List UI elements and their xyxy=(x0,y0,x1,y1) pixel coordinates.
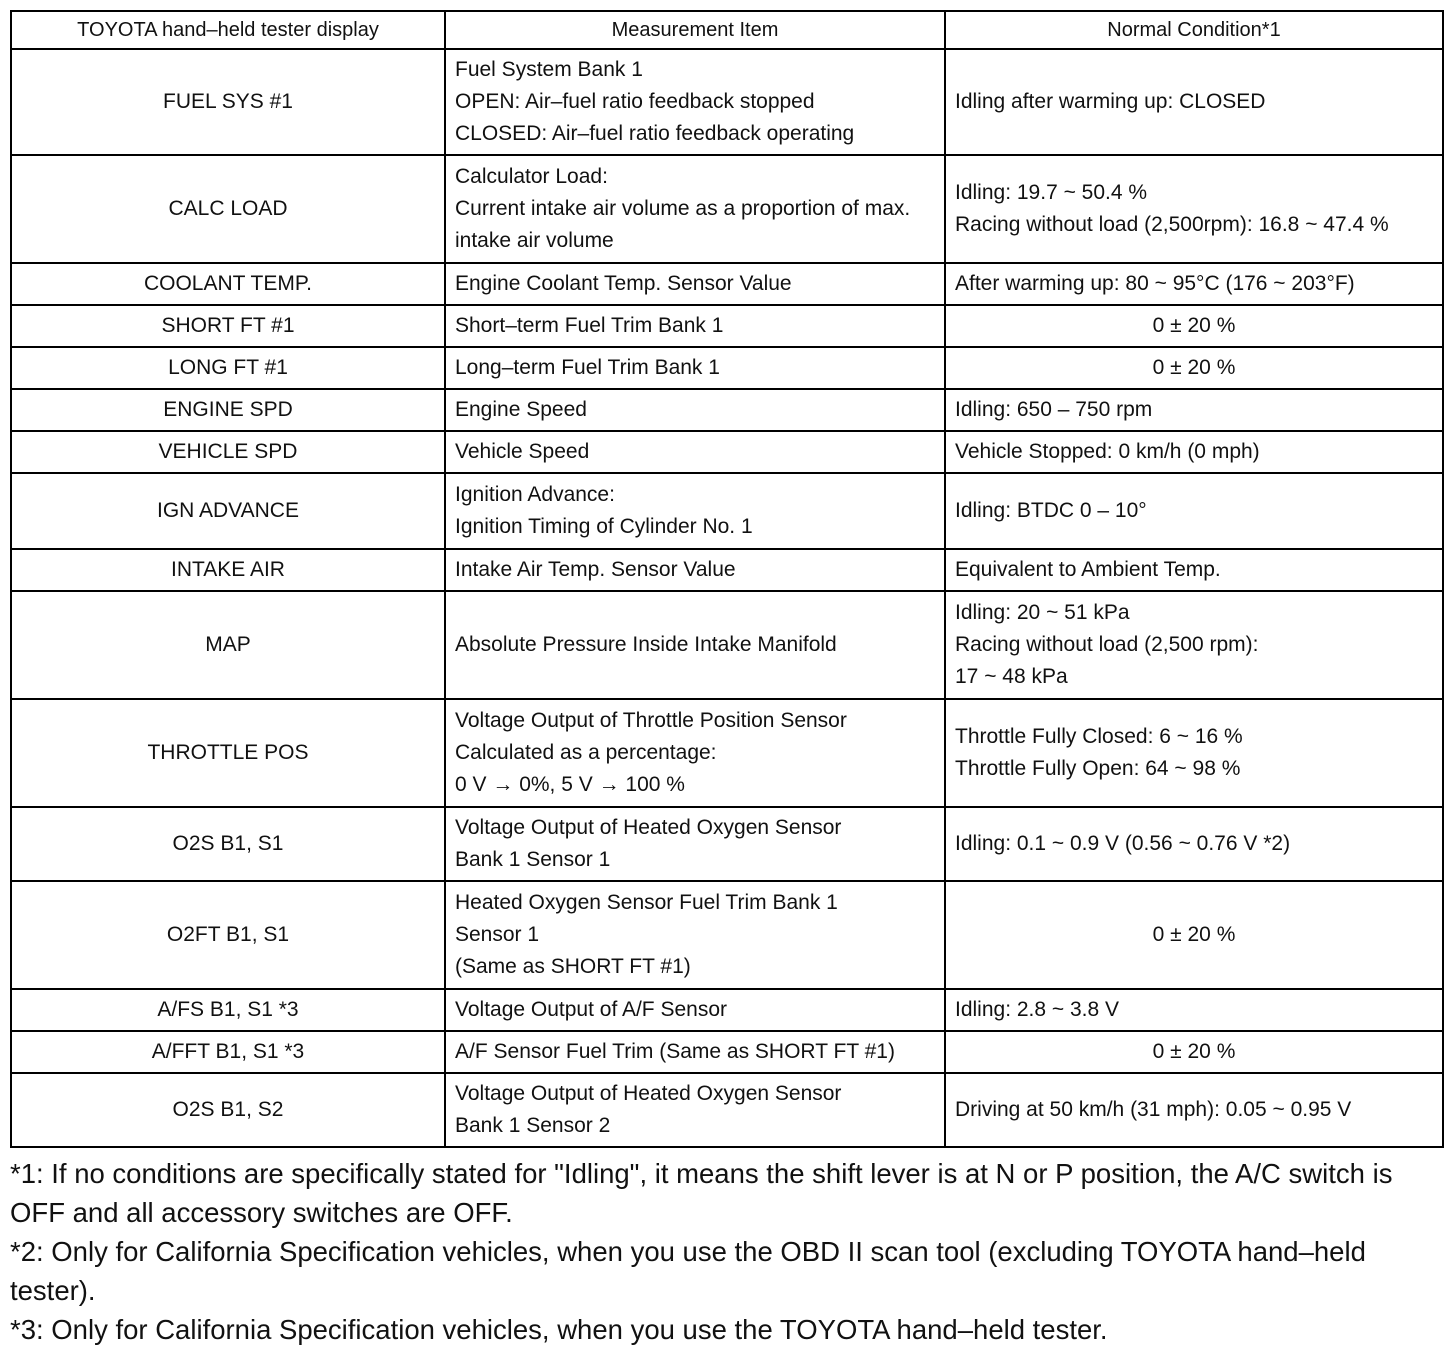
condition-line: Driving at 50 km/h (31 mph): 0.05 ~ 0.95 V xyxy=(955,1098,1352,1121)
measurement-line: OPEN: Air–fuel ratio feedback stopped xyxy=(455,90,815,113)
tester-display-cell: INTAKE AIR xyxy=(11,549,445,591)
normal-condition-cell xyxy=(945,881,1443,989)
normal-condition-cell xyxy=(945,699,1443,807)
table-row xyxy=(11,699,1443,807)
condition-line: 0 ± 20 % xyxy=(1152,1040,1236,1063)
measurement-item-cell xyxy=(445,305,945,347)
table-row xyxy=(11,1073,1443,1147)
footnotes xyxy=(10,1154,1446,1349)
measurement-item-cell xyxy=(445,807,945,881)
measurement-item-cell xyxy=(445,49,945,155)
condition-line: 0 ± 20 % xyxy=(1152,356,1236,379)
normal-condition-cell xyxy=(945,549,1443,591)
table-row xyxy=(11,881,1443,989)
condition-line: Vehicle Stopped: 0 km/h (0 mph) xyxy=(955,440,1260,463)
measurement-line: Vehicle Speed xyxy=(455,440,590,463)
measurement-line: Current intake air volume as a proportion of max. xyxy=(455,197,911,220)
normal-condition-cell xyxy=(945,155,1443,263)
condition-line: Idling after warming up: CLOSED xyxy=(955,90,1266,113)
normal-condition-cell xyxy=(945,1031,1443,1073)
table-row xyxy=(11,49,1443,155)
tester-display-cell: FUEL SYS #1 xyxy=(11,49,445,155)
measurement-line: Bank 1 Sensor 2 xyxy=(455,1114,611,1137)
normal-condition-cell xyxy=(945,1073,1443,1147)
measurement-item-cell xyxy=(445,473,945,549)
table-row xyxy=(11,591,1443,699)
tester-display-cell: SHORT FT #1 xyxy=(11,305,445,347)
normal-condition-cell xyxy=(945,591,1443,699)
header-normal-condition: Normal Condition*1 xyxy=(945,11,1443,49)
condition-line: Idling: 0.1 ~ 0.9 V (0.56 ~ 0.76 V *2) xyxy=(955,832,1291,855)
condition-line: After warming up: 80 ~ 95°C (176 ~ 203°F) xyxy=(955,272,1355,295)
measurement-line: Voltage Output of Heated Oxygen Sensor xyxy=(455,816,842,839)
measurement-item-cell xyxy=(445,1073,945,1147)
normal-condition-cell xyxy=(945,347,1443,389)
measurement-item-cell xyxy=(445,1031,945,1073)
tester-display-cell: CALC LOAD xyxy=(11,155,445,263)
normal-condition-cell xyxy=(945,305,1443,347)
measurement-line: A/F Sensor Fuel Trim (Same as SHORT FT #1) xyxy=(455,1040,895,1063)
condition-line: 0 ± 20 % xyxy=(1152,923,1236,946)
condition-line: Idling: 650 – 750 rpm xyxy=(955,398,1153,421)
tester-display-cell: A/FS B1, S1 *3 xyxy=(11,989,445,1031)
table-row xyxy=(11,989,1443,1031)
table-row xyxy=(11,155,1443,263)
table-row xyxy=(11,549,1443,591)
tester-display-cell: O2S B1, S1 xyxy=(11,807,445,881)
tester-display-cell: COOLANT TEMP. xyxy=(11,263,445,305)
normal-condition-cell xyxy=(945,473,1443,549)
measurement-line: Long–term Fuel Trim Bank 1 xyxy=(455,356,720,379)
condition-line: Idling: 19.7 ~ 50.4 % xyxy=(955,181,1148,204)
measurement-line: Voltage Output of Heated Oxygen Sensor xyxy=(455,1082,842,1105)
condition-line: Racing without load (2,500rpm): 16.8 ~ 47.4 % xyxy=(955,213,1389,236)
condition-line: Throttle Fully Open: 64 ~ 98 % xyxy=(955,757,1241,780)
measurement-item-cell xyxy=(445,347,945,389)
condition-line: Throttle Fully Closed: 6 ~ 16 % xyxy=(955,725,1243,748)
tester-display-cell: THROTTLE POS xyxy=(11,699,445,807)
table-row xyxy=(11,473,1443,549)
condition-line: 17 ~ 48 kPa xyxy=(955,665,1068,688)
tester-display-cell: O2FT B1, S1 xyxy=(11,881,445,989)
measurement-line: Engine Speed xyxy=(455,398,587,421)
table-row xyxy=(11,389,1443,431)
measurement-item-cell xyxy=(445,699,945,807)
measurement-line: Absolute Pressure Inside Intake Manifold xyxy=(455,633,837,656)
table-row xyxy=(11,263,1443,305)
footnote-3: *3: Only for California Specification vehicles, when you use the TOYOTA hand–held tester. xyxy=(10,1314,1108,1345)
condition-line: Idling: 20 ~ 51 kPa xyxy=(955,601,1130,624)
measurement-line: Bank 1 Sensor 1 xyxy=(455,848,611,871)
table-row xyxy=(11,1031,1443,1073)
tester-display-cell: A/FFT B1, S1 *3 xyxy=(11,1031,445,1073)
condition-line: Idling: 2.8 ~ 3.8 V xyxy=(955,998,1120,1021)
header-tester-display: TOYOTA hand–held tester display xyxy=(11,11,445,49)
measurement-item-cell xyxy=(445,989,945,1031)
measurement-item-cell xyxy=(445,389,945,431)
condition-line: Equivalent to Ambient Temp. xyxy=(955,558,1221,581)
measurement-item-cell xyxy=(445,155,945,263)
normal-condition-cell xyxy=(945,49,1443,155)
measurement-line: Intake Air Temp. Sensor Value xyxy=(455,558,736,581)
table-row xyxy=(11,347,1443,389)
document-page xyxy=(10,10,1442,1349)
tester-display-table xyxy=(10,10,1444,1148)
table-body xyxy=(11,49,1443,1147)
tester-display-cell: IGN ADVANCE xyxy=(11,473,445,549)
measurement-line: Sensor 1 xyxy=(455,923,540,946)
normal-condition-cell xyxy=(945,263,1443,305)
measurement-line: Voltage Output of A/F Sensor xyxy=(455,998,728,1021)
measurement-item-cell xyxy=(445,549,945,591)
normal-condition-cell xyxy=(945,989,1443,1031)
normal-condition-cell xyxy=(945,807,1443,881)
tester-display-cell: ENGINE SPD xyxy=(11,389,445,431)
tester-display-cell: O2S B1, S2 xyxy=(11,1073,445,1147)
measurement-line: Calculator Load: xyxy=(455,165,608,188)
measurement-line: Voltage Output of Throttle Position Sensor xyxy=(455,709,847,732)
condition-line: Racing without load (2,500 rpm): xyxy=(955,633,1259,656)
measurement-line: Fuel System Bank 1 xyxy=(455,58,643,81)
normal-condition-cell xyxy=(945,431,1443,473)
measurement-line: (Same as SHORT FT #1) xyxy=(455,955,691,978)
header-measurement-item: Measurement Item xyxy=(445,11,945,49)
measurement-item-cell xyxy=(445,431,945,473)
condition-line: 0 ± 20 % xyxy=(1152,314,1236,337)
measurement-item-cell xyxy=(445,263,945,305)
table-row xyxy=(11,807,1443,881)
measurement-line: Engine Coolant Temp. Sensor Value xyxy=(455,272,792,295)
measurement-line: Heated Oxygen Sensor Fuel Trim Bank 1 xyxy=(455,891,838,914)
measurement-line: Short–term Fuel Trim Bank 1 xyxy=(455,314,724,337)
tester-display-cell: VEHICLE SPD xyxy=(11,431,445,473)
measurement-item-cell xyxy=(445,591,945,699)
table-header-row xyxy=(11,11,1443,49)
measurement-line: intake air volume xyxy=(455,229,614,252)
footnote-2: *2: Only for California Specification vehicles, when you use the OBD II scan tool (excluding TOYOTA hand–held tester). xyxy=(10,1236,1366,1306)
tester-display-cell: LONG FT #1 xyxy=(11,347,445,389)
measurement-line: 0 V → 0%, 5 V → 100 % xyxy=(455,773,685,796)
condition-line: Idling: BTDC 0 – 10° xyxy=(955,499,1147,522)
tester-display-cell: MAP xyxy=(11,591,445,699)
measurement-line: Ignition Timing of Cylinder No. 1 xyxy=(455,515,753,538)
measurement-line: CLOSED: Air–fuel ratio feedback operating xyxy=(455,122,855,145)
measurement-line: Calculated as a percentage: xyxy=(455,741,717,764)
normal-condition-cell xyxy=(945,389,1443,431)
table-row xyxy=(11,431,1443,473)
measurement-item-cell xyxy=(445,881,945,989)
table-row xyxy=(11,305,1443,347)
footnote-1: *1: If no conditions are specifically stated for "Idling", it means the shift lever is at N or P position, the A/C switch is OFF and all accessory switches are OFF. xyxy=(10,1158,1393,1228)
measurement-line: Ignition Advance: xyxy=(455,483,615,506)
